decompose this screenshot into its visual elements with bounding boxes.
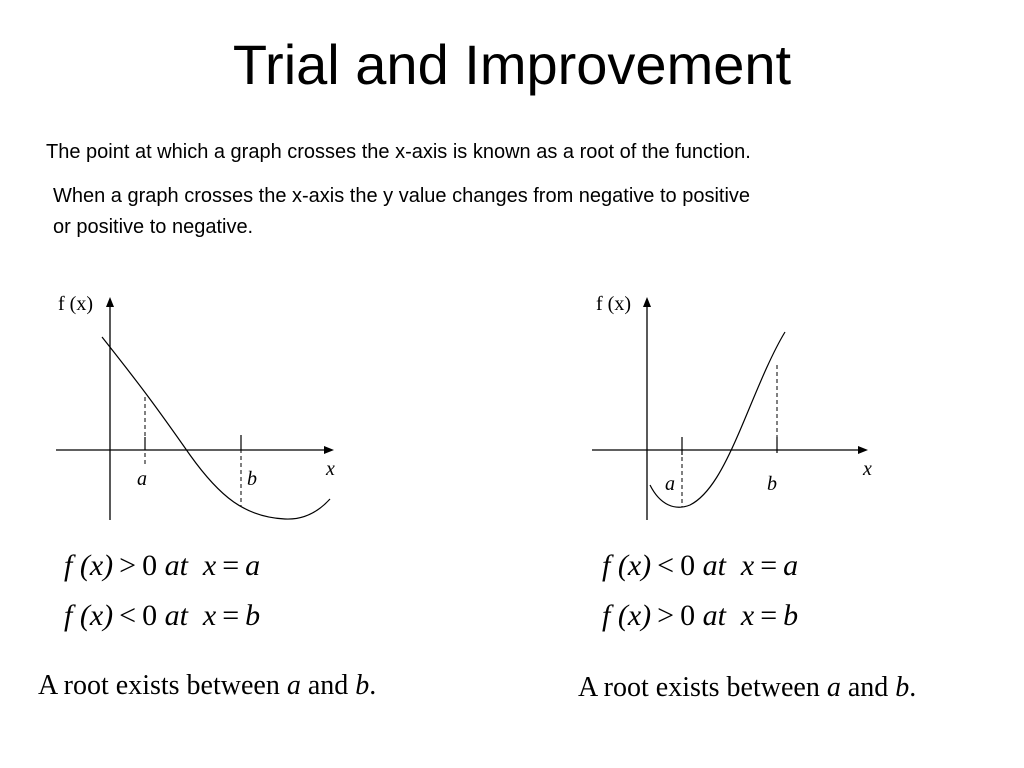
x-axis-label: x xyxy=(863,458,872,480)
conclusion-end: . xyxy=(909,672,917,703)
conclusion-a: a xyxy=(286,670,301,701)
comparison-operator: < xyxy=(119,599,137,632)
function-expression: f (x) xyxy=(64,549,114,582)
conclusion-prefix: A root exists between xyxy=(578,672,820,703)
x-axis-label: x xyxy=(326,458,335,480)
comparison-operator: < xyxy=(657,549,675,582)
zero-value: 0 xyxy=(142,549,158,582)
function-expression: f (x) xyxy=(64,599,114,632)
equals-sign: = xyxy=(760,599,778,632)
point-value: a xyxy=(245,549,261,582)
condition-left-1 xyxy=(64,548,260,584)
at-word: at xyxy=(164,549,188,582)
conclusion-right xyxy=(578,671,916,705)
conclusion-b: b xyxy=(895,672,910,703)
point-value: b xyxy=(245,599,261,632)
point-value: a xyxy=(783,549,799,582)
paragraph-sign-change-line2: or positive to negative. xyxy=(53,216,254,238)
x-variable: x xyxy=(740,599,755,632)
y-axis-arrow xyxy=(643,297,651,307)
y-axis-arrow xyxy=(106,297,114,307)
y-axis-label: f (x) xyxy=(596,293,631,315)
function-expression: f (x) xyxy=(602,549,652,582)
x-axis-arrow xyxy=(858,446,868,454)
zero-value: 0 xyxy=(142,599,158,632)
function-curve xyxy=(102,337,330,519)
point-b-label: b xyxy=(767,473,777,495)
x-variable: x xyxy=(202,599,217,632)
paragraph-sign-change-line1: When a graph crosses the x-axis the y value changes from negative to positive xyxy=(53,185,751,207)
conclusion-a: a xyxy=(826,672,841,703)
condition-right-2 xyxy=(602,598,798,634)
page-title: Trial and Improvement xyxy=(232,33,792,96)
y-axis-label: f (x) xyxy=(58,293,93,315)
point-b-label: b xyxy=(247,468,257,490)
conclusion-left xyxy=(38,669,376,703)
x-variable: x xyxy=(740,549,755,582)
conclusion-b: b xyxy=(355,670,370,701)
conclusion-end: . xyxy=(369,670,377,701)
comparison-operator: > xyxy=(657,599,675,632)
function-expression: f (x) xyxy=(602,599,652,632)
paragraph-root-definition: The point at which a graph crosses the x-axis is known as a root of the function. xyxy=(46,141,751,163)
equals-sign: = xyxy=(760,549,778,582)
at-word: at xyxy=(164,599,188,632)
equals-sign: = xyxy=(222,549,240,582)
conclusion-and: and xyxy=(847,672,889,703)
conclusion-prefix: A root exists between xyxy=(38,670,280,701)
equals-sign: = xyxy=(222,599,240,632)
x-variable: x xyxy=(202,549,217,582)
point-a-label: a xyxy=(665,473,675,495)
point-value: b xyxy=(783,599,799,632)
conclusion-and: and xyxy=(307,670,349,701)
graph-increasing xyxy=(580,285,890,530)
zero-value: 0 xyxy=(680,549,696,582)
point-a-label: a xyxy=(137,468,147,490)
at-word: at xyxy=(702,599,726,632)
condition-right-1 xyxy=(602,548,798,584)
condition-left-2 xyxy=(64,598,260,634)
x-axis-arrow xyxy=(324,446,334,454)
comparison-operator: > xyxy=(119,549,137,582)
at-word: at xyxy=(702,549,726,582)
zero-value: 0 xyxy=(680,599,696,632)
graph-decreasing xyxy=(40,285,350,530)
